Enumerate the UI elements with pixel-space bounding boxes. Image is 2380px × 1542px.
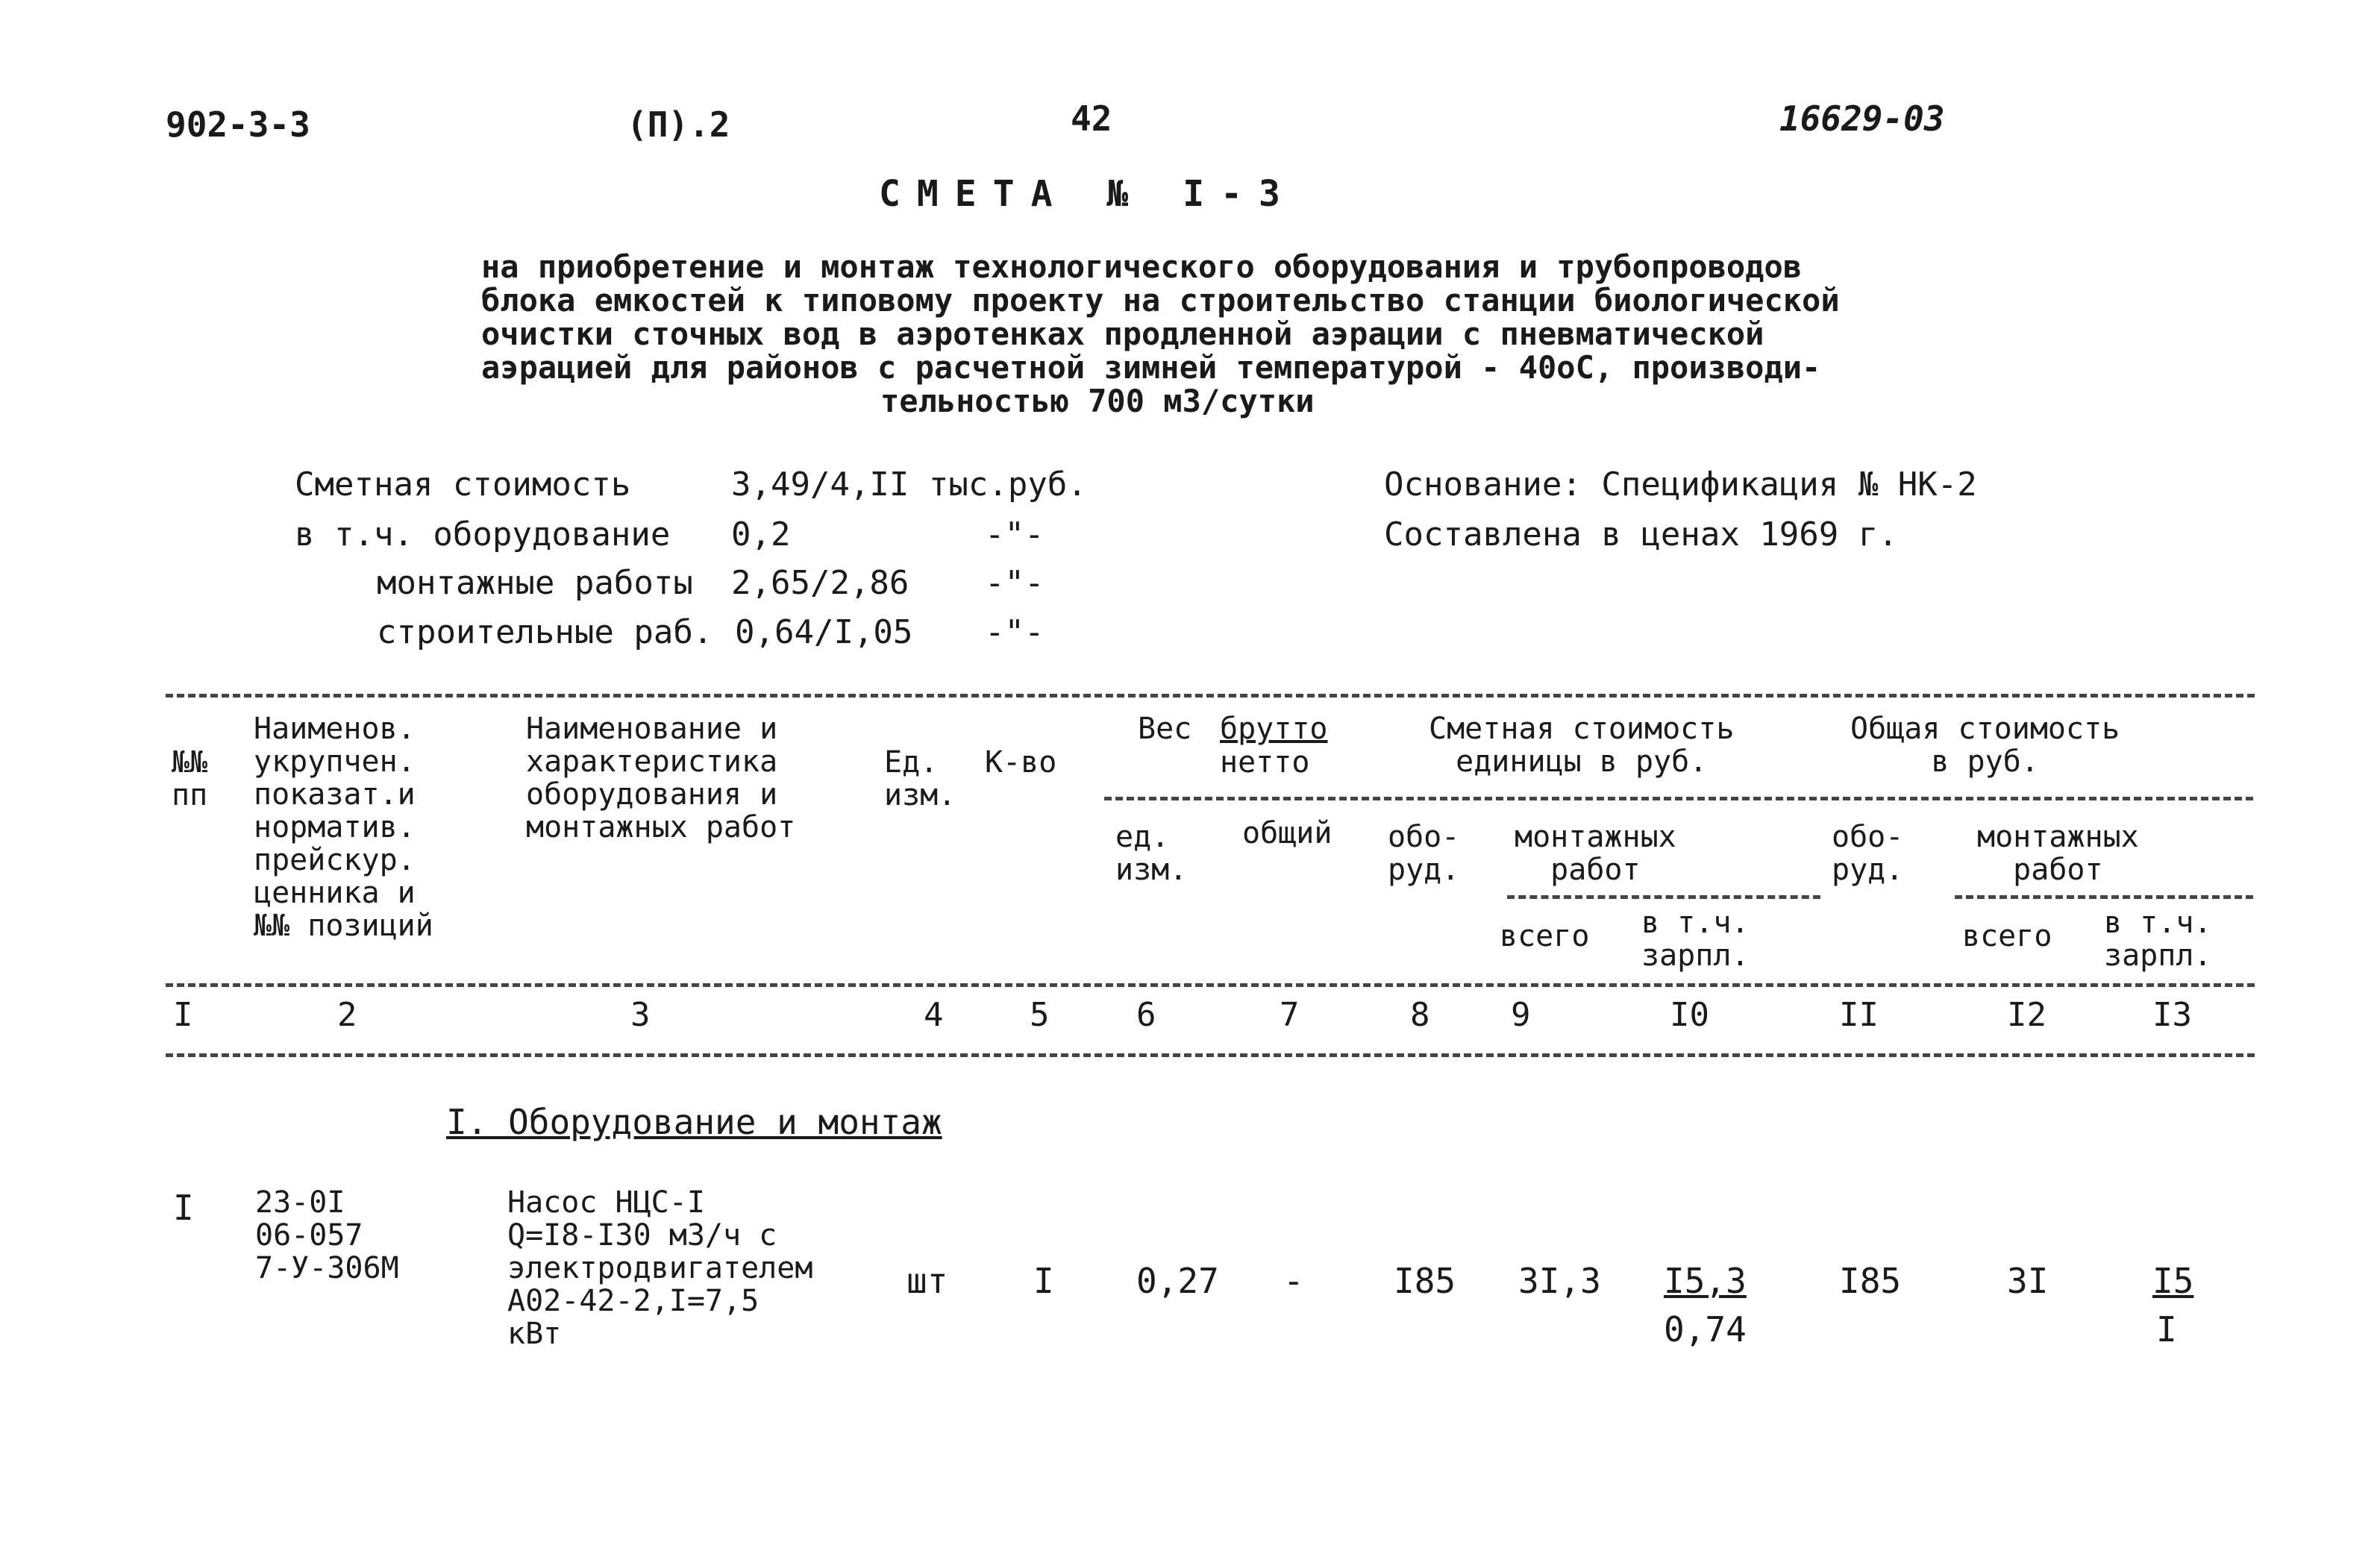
column-number: 8	[1410, 996, 1430, 1034]
equipment-cost-value: 0,2	[731, 515, 791, 554]
ditto-mark-1: -"-	[985, 515, 1045, 554]
row-number: I	[173, 1188, 194, 1228]
header-weight-title: Вес	[1138, 712, 1192, 746]
header-col-description: Наименование и характеристика оборудования и монтажных работ	[526, 712, 796, 844]
column-number: 9	[1511, 996, 1531, 1034]
column-number: 6	[1136, 996, 1156, 1034]
row-quantity: I	[1033, 1261, 1054, 1301]
column-number: 4	[924, 996, 944, 1034]
table-top-rule	[166, 694, 2255, 698]
header-total-installation: монтажных работ	[1977, 820, 2139, 887]
ditto-mark-2: -"-	[985, 564, 1045, 602]
header-unit-cost: Сметная стоимость единицы в руб.	[1429, 712, 1735, 779]
header-col-code: Наименов. укрупчен. показат.и норматив. прейскур. ценника и №№ позиций	[254, 712, 433, 943]
row-total-wage: I5	[2152, 1261, 2194, 1301]
column-number: I2	[2007, 996, 2047, 1034]
subtitle-line-3: очистки сточных вод в аэротенках продленной аэрации с пневматической	[481, 316, 1764, 352]
header-weight-brutto: брутто	[1220, 712, 1328, 746]
ditto-mark-3: -"-	[985, 613, 1045, 651]
column-number: I0	[1670, 996, 1709, 1034]
column-number: 5	[1030, 996, 1050, 1034]
column-number: 7	[1280, 996, 1300, 1034]
header-col-unit: Ед. изм.	[884, 745, 956, 812]
header-weight-total: общий	[1242, 816, 1333, 850]
section-title: I. Оборудование и монтаж	[446, 1102, 942, 1142]
row-cost-wage: I5,3	[1664, 1261, 1747, 1301]
header-col-quantity: К-во	[985, 745, 1057, 780]
header-unit-installation: монтажных работ	[1515, 820, 1676, 887]
header-unit-equipment: обо- руд.	[1388, 820, 1460, 887]
column-number: 3	[630, 996, 651, 1034]
column-number: I3	[2152, 996, 2192, 1034]
header-bottom-rule	[166, 983, 2255, 987]
subtitle-line-2: блока емкостей к типовому проекту на строительство станции биологической	[481, 282, 1840, 319]
row-cost-equipment: I85	[1394, 1261, 1456, 1301]
subtitle-line-4: аэрацией для районов с расчетной зимней температурой - 40оС, производи-	[481, 349, 1821, 386]
header-total-cost: Общая стоимость в руб.	[1850, 712, 2120, 779]
row-cost-installation: 3I,3	[1518, 1261, 1601, 1301]
header-subrule-3	[1955, 895, 2253, 899]
header-weight-netto: нетто	[1220, 745, 1310, 780]
total-cost-value: 3,49/4,II тыс.руб.	[731, 466, 1087, 504]
row-unit: шт	[906, 1261, 948, 1301]
inventory-number: 16629-03	[1779, 98, 1945, 139]
page-number: 42	[1071, 98, 1112, 139]
header-total-install-wages: в т.ч. зарпл.	[2104, 906, 2212, 973]
header-total-install-all: всего	[1962, 919, 2052, 953]
album-number: (П).2	[627, 104, 730, 145]
row-cost-wage-sub: 0,74	[1664, 1309, 1747, 1350]
column-number: I	[173, 996, 193, 1034]
row-total-wage-sub: I	[2156, 1309, 2177, 1350]
construction-cost-label: строительные раб.	[377, 613, 713, 651]
subtitle-line-5: тельностью 700 м3/сутки	[880, 383, 1315, 419]
install-cost-value: 2,65/2,86	[731, 564, 909, 602]
row-total-equipment: I85	[1839, 1261, 1902, 1301]
row-code: 23-0I 06-057 7-У-306М	[255, 1185, 399, 1285]
header-total-equipment: обо- руд.	[1832, 820, 1904, 887]
equipment-cost-label: в т.ч. оборудование	[295, 515, 671, 554]
total-cost-label: Сметная стоимость	[295, 466, 631, 504]
column-numbers-rule	[166, 1053, 2255, 1057]
row-total-installation: 3I	[2007, 1261, 2049, 1301]
install-cost-label: монтажные работы	[377, 564, 693, 602]
header-unit-install-all: всего	[1500, 919, 1590, 953]
document-code: 902-3-3	[166, 104, 310, 145]
header-subrule-1	[1104, 797, 2253, 800]
header-unit-install-wages: в т.ч. зарпл.	[1641, 906, 1750, 973]
header-subrule-2	[1507, 895, 1820, 899]
prices-note: Составлена в ценах 1969 г.	[1384, 515, 1898, 554]
header-col-number: №№ пп	[172, 745, 208, 812]
subtitle-line-1: на приобретение и монтаж технологического оборудования и трубопроводов	[481, 248, 1803, 285]
page-title: СМЕТА № I-3	[879, 173, 1297, 215]
construction-cost-value: 0,64/I,05	[735, 613, 913, 651]
row-weight-unit: 0,27	[1136, 1261, 1219, 1301]
row-weight-total: -	[1283, 1261, 1304, 1301]
header-weight-unit: ед. изм.	[1115, 820, 1188, 887]
column-number: 2	[337, 996, 357, 1034]
column-number: II	[1839, 996, 1879, 1034]
basis-note: Основание: Спецификация № НК-2	[1384, 466, 1977, 504]
row-description: Насос НЦС-I Q=I8-I30 м3/ч с электродвигателем А02-42-2,I=7,5 кВт	[507, 1185, 813, 1351]
